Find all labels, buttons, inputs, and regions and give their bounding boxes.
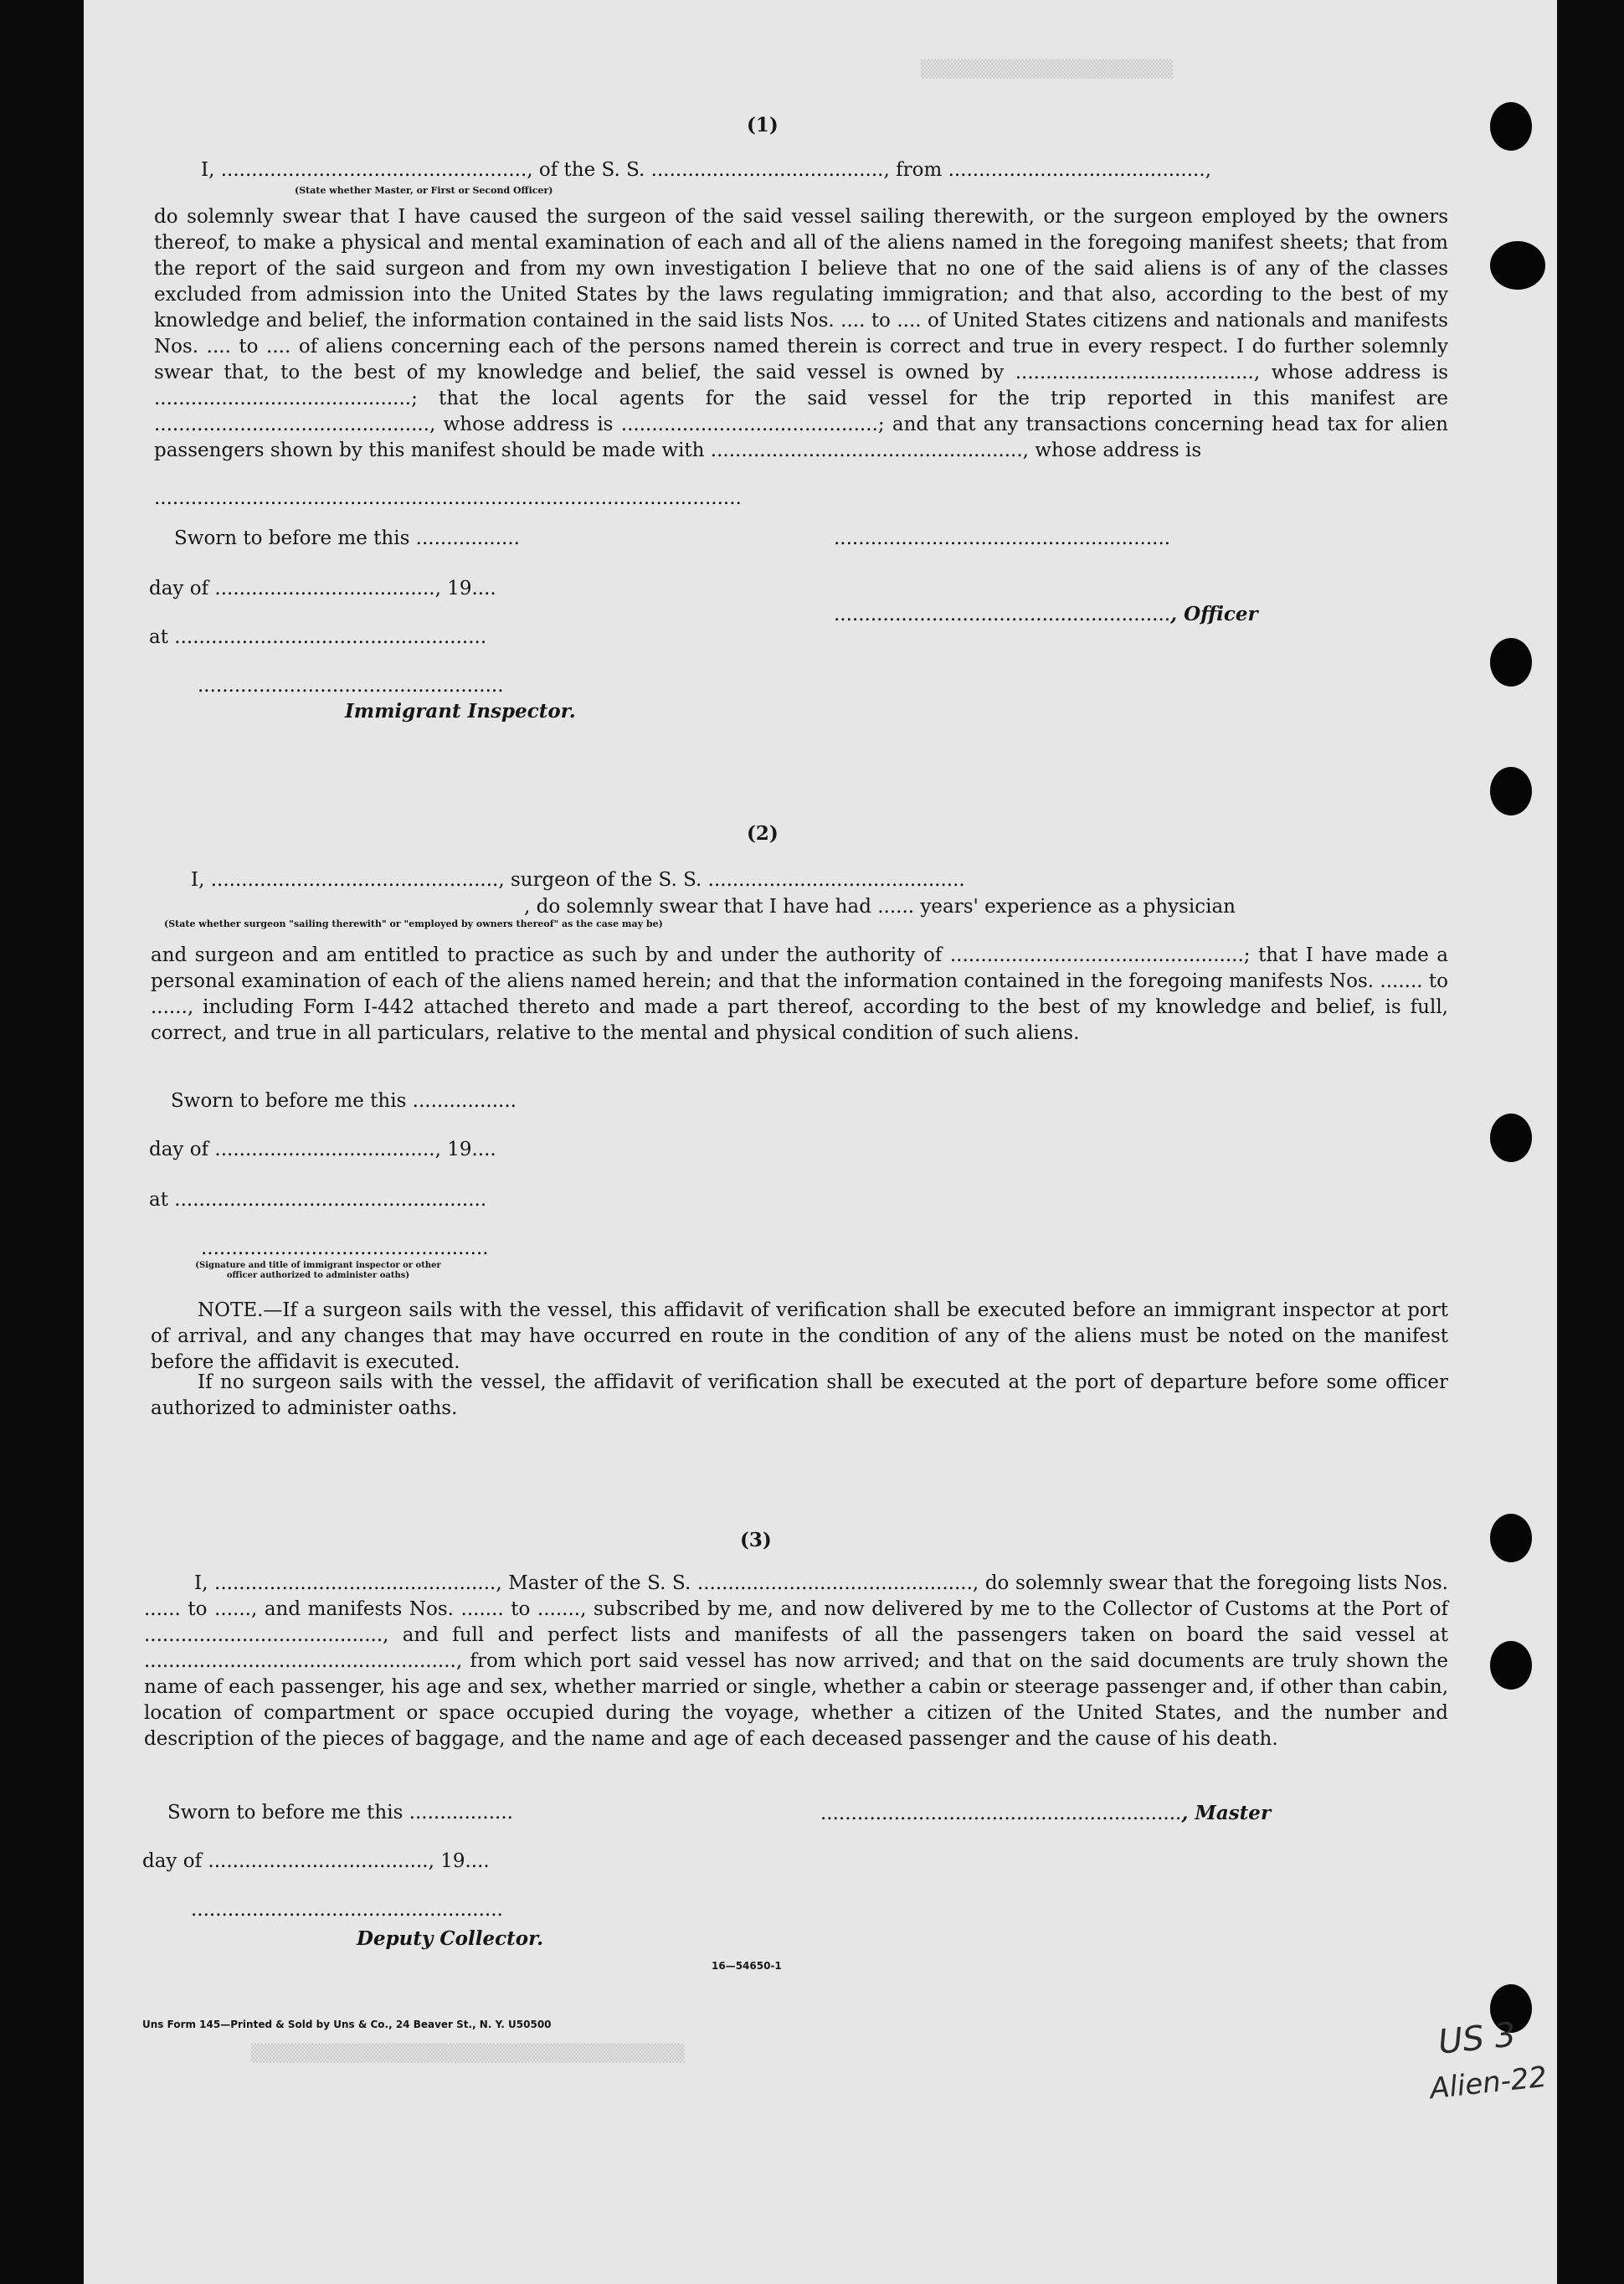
- section-2-note-2: If no surgeon sails with the vessel, the affidavit of verification shall be executed at the port of departure before some officer authorized to administer oaths.: [151, 1371, 1448, 1419]
- section-3-day-line: day of ...................................., 19....: [142, 1850, 490, 1872]
- section-2-at-line: at ...................................................: [149, 1189, 487, 1211]
- document-sheet: [84, 0, 1557, 2284]
- punch-hole-5: [1490, 1114, 1532, 1162]
- section-3-master-dots: ...........................................................: [820, 1803, 1182, 1824]
- punch-hole-3: [1490, 638, 1532, 687]
- section-3-sworn-line: Sworn to before me this .................: [167, 1802, 513, 1824]
- section-2-signature-line: ...............................................: [201, 1237, 489, 1259]
- section-1-officer-label: , Officer: [1170, 603, 1258, 625]
- section-2-surgeon-note: (State whether surgeon "sailing therewith" or "employed by owners thereof" as the case may be): [164, 918, 663, 929]
- section-1-oath-text: do solemnly swear that I have caused the surgeon of the said vessel sailing therewith, or the surgeon employed by the owners thereof, to make a physical and mental examination of each and all of the aliens named in the foregoing manifest sheets; that from the report of the said surgeon and from my own investigation I believe that no one of the said aliens is of any of the classes excluded from admission into the United States by the laws regulating immigration; and that also, according to the best of my knowledge and belief, the information contained in the said lists Nos. .... to .... of United States citizens and nationals and manifests Nos. .... to .... of aliens concerning each of the persons named therein is correct and true in every respect. I do further solemnly swear that, to the best of my knowledge and belief, the said vessel is owned by ......................................., whose address is ..........................................; that the local agents for the said vessel for the trip reported in this manifest are ............................................., whose address is ..........................................; and that any transactions concerning head tax for alien passengers shown by this manifest should be made with ..................................................., whose address is: [154, 206, 1448, 461]
- section-1-inspector-label: Immigrant Inspector.: [345, 700, 576, 723]
- section-1-day-line: day of ...................................., 19....: [149, 578, 496, 599]
- section-1-officer-signature: .......................................................: [834, 527, 1171, 549]
- punch-hole-2: [1490, 241, 1545, 290]
- section-2-signature-note: (Signature and title of immigrant inspector or other officer authorized to administer oaths): [195, 1261, 441, 1280]
- section-1-signature-line: ..................................................: [198, 675, 504, 697]
- form-code: 16—54650-1: [712, 1960, 782, 1972]
- section-2-heading: (2): [747, 822, 779, 845]
- punch-hole-6: [1490, 1514, 1532, 1562]
- section-1-officer-title-line: [834, 604, 1258, 625]
- section-3-master-label: , Master: [1181, 1802, 1272, 1824]
- section-3-master-title-line: [820, 1803, 1271, 1824]
- section-2-sworn-line: Sworn to before me this .................: [171, 1090, 516, 1112]
- section-2-note-1: NOTE.—If a surgeon sails with the vessel, this affidavit of verification shall be executed before an immigrant inspector at port of arrival, and any changes that may have occurred en route in the condition of any of the aliens must be noted on the manifest before the affidavit is executed.: [151, 1299, 1448, 1373]
- section-2-oath-text: and surgeon and am entitled to practice as such by and under the authority of ................................................; that I have made a personal examination of each of the aliens named herein; and that the information contained in the foregoing manifests Nos. ....... to ......, including Form I-442 attached thereto and made a part thereof, according to the best of my knowledge and belief, is full, correct, and true in all particulars, relative to the mental and physical condition of such aliens.: [151, 944, 1448, 1044]
- punch-hole-7: [1490, 1641, 1532, 1690]
- section-3-collector-label: Deputy Collector.: [357, 1927, 544, 1950]
- printer-footer: Uns Form 145—Printed & Sold by Uns & Co., 24 Beaver St., N. Y. U50500: [142, 2019, 552, 2030]
- section-2-surgeon-line: I, ..............................................., surgeon of the S. S. ..........................................: [191, 869, 965, 891]
- margin-note-2: Alien-22: [1428, 2060, 1549, 2107]
- section-3-heading: (3): [740, 1529, 772, 1551]
- section-2-experience-line: , do solemnly swear that I have had ...... years' experience as a physician: [524, 896, 1236, 918]
- bleed-through-texture: ▒▒▒▒▒▒▒▒▒▒▒▒▒▒▒▒▒▒▒▒▒▒▒▒▒▒▒▒▒▒▒▒▒▒▒▒▒▒▒▒▒▒▒: [251, 2043, 685, 2063]
- punch-hole-1: [1490, 102, 1532, 151]
- section-1-address-trail: ................................................................................................: [154, 489, 742, 508]
- section-1-sworn-line: Sworn to before me this .................: [174, 527, 520, 549]
- section-3-oath-text: I, .............................................., Master of the S. S. ............................................., do solemnly swear that the foregoing lists Nos. ...... to ......, and manifests Nos. ....... to ......., subscribed by me, and now delivered by me to the Collector of Customs at the Port of ......................................., and full and perfect lists and manifests of all the passengers taken on board the said vessel at ..................................................., from which port said vessel has now arrived; and that on the said documents are truly shown the name of each passenger, his age and sex, whether married or single, whether a cabin or steerage passenger and, if other than cabin, location of compartment or space occupied during the voyage, whether a citizen of the United States, and the number and description of the pieces of baggage, and the name and age of each deceased passenger and the cause of his death.: [144, 1572, 1448, 1750]
- section-1-heading: (1): [747, 114, 779, 136]
- margin-note-1: US 3: [1436, 2015, 1518, 2062]
- section-1-officer-dots: .......................................................: [834, 604, 1171, 625]
- punch-hole-4: [1490, 767, 1532, 815]
- section-1-officer-note: (State whether Master, or First or Second Officer): [295, 185, 553, 196]
- bleed-through-texture: ▒▒▒▒▒▒▒▒▒▒▒▒▒▒▒▒▒▒▒▒▒▒▒▒▒: [921, 59, 1174, 79]
- section-3-signature-line: ...................................................: [191, 1899, 503, 1921]
- section-1-officer-line: I, .................................................., of the S. S. ......................................, from ..........................................,: [201, 161, 1211, 180]
- section-2-day-line: day of ...................................., 19....: [149, 1139, 496, 1160]
- section-1-at-line: at ...................................................: [149, 626, 487, 648]
